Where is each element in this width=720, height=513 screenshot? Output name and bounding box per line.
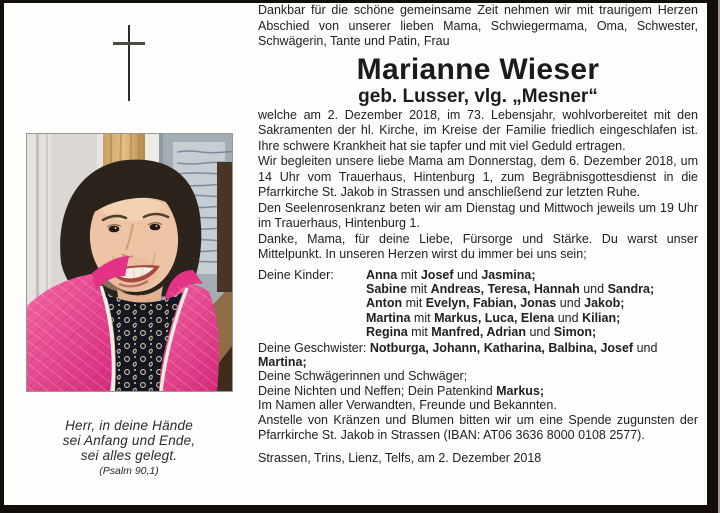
rosary-paragraph: Den Seelenrosenkranz beten wir am Dienstag und Mittwoch jeweils um 19 Uhr im Trauerhaus, Hintenburg 1.	[258, 200, 698, 230]
place-dateline: Strassen, Trins, Lienz, Telfs, am 2. Dezember 2018	[258, 450, 542, 465]
children-label: Deine Kinder:	[258, 267, 334, 282]
death-notice-paragraph: welche am 2. Dezember 2018, im 73. Lebensjahr, wohlvorbereitet mit den Sakramenten der hl. Kirche, im Kreise der Familie friedlich eingeschlafen ist. Ihre schwere Krankheit hat sie tapfer und mit viel Geduld ertragen.	[258, 107, 698, 153]
deceased-name: Marianne Wieser	[356, 52, 600, 86]
deceased-birthname: geb. Lusser, vlg. „Mesner“	[358, 85, 598, 107]
verse-source: (Psalm 90,1)	[99, 465, 159, 478]
intro-paragraph: Dankbar für die schöne gemeinsame Zeit nehmen wir mit traurigem Herzen Abschied von unserer lieben Mama, Schwiegermama, Oma, Schwester, Schwägerin, Tante und Patin, Frau	[258, 3, 698, 48]
verse-text: Herr, in deine Hände sei Anfang und Ende, sei alles gelegt.	[62, 418, 196, 463]
thanks-paragraph: Danke, Mama, für deine Liebe, Fürsorge und Stärke. Du warst unser Mittelpunkt. In unseren Herzen wirst du immer bei uns sein;	[258, 231, 698, 261]
children-list	[258, 268, 698, 340]
donation-paragraph: Anstelle von Kränzen und Blumen bitten wir um eine Spende zugunsten der Pfarrkirche St. Jakob in Strassen (IBAN: AT06 3636 8000 0108 2577).	[258, 412, 698, 443]
children-names: Anna mit Josef und Jasmina; Sabine mit Andreas, Teresa, Hannah und Sandra; Anton mit Evelyn, Fabian, Jonas und Jakob; Martina mit Markus, Luca, Elena und Kilian; Regina mit Manfred, Adrian und Simon;	[366, 267, 655, 340]
portrait-photo	[26, 133, 233, 392]
cross-icon	[109, 25, 153, 105]
memorial-card	[4, 3, 707, 505]
cross-horizontal-bar	[113, 42, 145, 45]
family-list: Deine Geschwister: Notburga, Johann, Katharina, Balbina, Josef und Martina; Deine Schwägerinnen und Schwäger; Deine Nichten und Neffen; Dein Patenkind Markus; Im Namen aller Verwandten, Freunde und Bekannten.	[258, 340, 658, 413]
memorial-verse	[14, 419, 244, 477]
portrait-illustration	[27, 134, 232, 391]
funeral-paragraph: Wir begleiten unsere liebe Mama am Donnerstag, dem 6. Dezember 2018, um 14 Uhr vom Trauerhaus, Hintenburg 1, zum Begräbnisgottesdienst in die Pfarrkirche St. Jakob in Strassen und anschließend zur letzten Ruhe.	[258, 154, 698, 199]
obituary-text-column	[258, 3, 698, 466]
cross-vertical-bar	[128, 25, 130, 101]
